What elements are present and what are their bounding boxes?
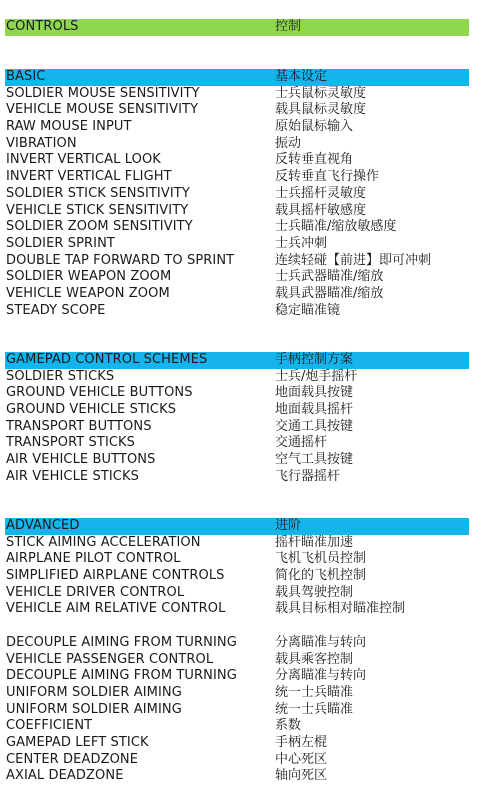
item-en: DOUBLE TAP FORWARD TO SPRINT — [6, 252, 235, 268]
gamepad-header-en: GAMEPAD CONTROL SCHEMES — [6, 352, 208, 367]
item-en: GAMEPAD LEFT STICK — [6, 734, 149, 750]
item-en: UNIFORM SOLDIER AIMING — [6, 701, 182, 717]
list-item — [5, 435, 469, 452]
item-zh: 连续轻碰【前进】即可冲刺 — [275, 252, 432, 268]
basic-list — [5, 86, 469, 320]
item-en: SOLDIER STICKS — [6, 368, 115, 384]
item-en: VEHICLE DRIVER CONTROL — [6, 584, 185, 600]
item-zh: 士兵冲刺 — [275, 235, 328, 251]
item-zh: 地面载具按键 — [275, 385, 354, 401]
item-zh: 士兵鼠标灵敏度 — [275, 85, 367, 101]
list-item — [5, 86, 469, 103]
item-zh: 载具乘客控制 — [275, 651, 354, 667]
item-zh: 统一士兵瞄准 — [275, 701, 354, 717]
item-zh: 中心死区 — [275, 751, 328, 767]
item-zh: 士兵瞄准/缩放敏感度 — [275, 219, 397, 235]
list-item — [5, 385, 469, 402]
item-en: COEFFICIENT — [6, 718, 93, 734]
advanced-header — [5, 518, 469, 535]
item-zh: 载具鼠标灵敏度 — [275, 102, 367, 118]
list-item — [5, 535, 469, 552]
gamepad-header — [5, 352, 469, 369]
item-zh: 振动 — [275, 135, 302, 151]
item-en: SIMPLIFIED AIRPLANE CONTROLS — [6, 568, 225, 584]
item-zh: 系数 — [275, 718, 302, 734]
item-en: TRANSPORT BUTTONS — [6, 418, 152, 434]
item-en: RAW MOUSE INPUT — [6, 119, 132, 135]
list-item — [5, 152, 469, 169]
basic-header-zh: 基本设定 — [275, 69, 328, 84]
item-zh: 简化的飞机控制 — [275, 568, 367, 584]
item-en: STICK AIMING ACCELERATION — [6, 534, 201, 550]
item-zh: 飞行器摇杆 — [275, 468, 341, 484]
item-en: AIRPLANE PILOT CONTROL — [6, 551, 181, 567]
list-item — [5, 652, 469, 669]
list-item — [5, 452, 469, 469]
item-en: SOLDIER ZOOM SENSITIVITY — [6, 219, 193, 235]
item-zh: 分离瞄准与转向 — [275, 634, 367, 650]
advanced-header-en: ADVANCED — [6, 518, 80, 533]
list-item — [5, 169, 469, 186]
advanced-section — [5, 518, 469, 785]
list-item — [5, 551, 469, 568]
list-item — [5, 402, 469, 419]
item-en: AIR VEHICLE BUTTONS — [6, 452, 156, 468]
list-item — [5, 136, 469, 153]
item-zh: 反转垂直飞行操作 — [275, 169, 380, 185]
list-item — [5, 685, 469, 702]
item-zh: 士兵/炮手摇杆 — [275, 368, 358, 384]
item-en: VEHICLE PASSENGER CONTROL — [6, 651, 214, 667]
item-en: INVERT VERTICAL LOOK — [6, 152, 161, 168]
item-en: TRANSPORT STICKS — [6, 435, 136, 451]
list-item — [5, 735, 469, 752]
gamepad-section — [5, 352, 469, 486]
item-en: INVERT VERTICAL FLIGHT — [6, 169, 172, 185]
list-item — [5, 752, 469, 769]
controls-header-zh: 控制 — [275, 19, 302, 34]
item-en: GROUND VEHICLE STICKS — [6, 402, 177, 418]
list-item — [5, 601, 469, 618]
basic-header — [5, 69, 469, 86]
advanced-list — [5, 535, 469, 785]
item-zh: 分离瞄准与转向 — [275, 668, 367, 684]
item-en: VEHICLE AIM RELATIVE CONTROL — [6, 601, 226, 617]
controls-header-en: CONTROLS — [6, 19, 79, 34]
item-en: SOLDIER MOUSE SENSITIVITY — [6, 85, 200, 101]
item-en: DECOUPLE AIMING FROM TURNING — [6, 634, 237, 650]
controls-header — [5, 19, 469, 36]
list-item — [5, 253, 469, 270]
item-zh: 飞机飞机员控制 — [275, 551, 367, 567]
list-spacer — [5, 618, 469, 635]
item-en: STEADY SCOPE — [6, 302, 106, 318]
list-item — [5, 269, 469, 286]
list-item — [5, 102, 469, 119]
list-item — [5, 219, 469, 236]
item-zh: 士兵摇杆灵敏度 — [275, 185, 367, 201]
item-zh: 反转垂直视角 — [275, 152, 354, 168]
item-en: CENTER DEADZONE — [6, 751, 139, 767]
gamepad-header-zh: 手柄控制方案 — [275, 352, 354, 367]
item-zh: 原始鼠标输入 — [275, 119, 354, 135]
list-item — [5, 469, 469, 486]
list-item — [5, 568, 469, 585]
item-zh: 稳定瞄准镜 — [275, 302, 341, 318]
item-zh: 摇杆瞄准加速 — [275, 534, 354, 550]
item-en: AXIAL DEADZONE — [6, 768, 124, 784]
item-en: SOLDIER STICK SENSITIVITY — [6, 185, 190, 201]
list-item — [5, 768, 469, 785]
item-zh: 载具摇杆敏感度 — [275, 202, 367, 218]
list-item — [5, 119, 469, 136]
item-zh: 交通工具按键 — [275, 418, 354, 434]
item-en: UNIFORM SOLDIER AIMING — [6, 684, 182, 700]
item-zh: 交通摇杆 — [275, 435, 328, 451]
item-zh: 载具驾驶控制 — [275, 584, 354, 600]
list-item — [5, 702, 469, 719]
list-item — [5, 236, 469, 253]
advanced-header-zh: 进阶 — [275, 518, 302, 533]
list-item — [5, 303, 469, 320]
item-zh: 统一士兵瞄准 — [275, 684, 354, 700]
item-en: SOLDIER SPRINT — [6, 235, 115, 251]
basic-section — [5, 69, 469, 319]
item-en: VEHICLE WEAPON ZOOM — [6, 285, 170, 301]
item-zh: 轴向死区 — [275, 768, 328, 784]
item-zh: 地面载具摇杆 — [275, 402, 354, 418]
list-item — [5, 585, 469, 602]
controls-section — [5, 19, 469, 36]
list-item — [5, 186, 469, 203]
gamepad-list — [5, 369, 469, 486]
basic-header-en: BASIC — [6, 69, 46, 84]
item-en: VEHICLE STICK SENSITIVITY — [6, 202, 189, 218]
item-en: SOLDIER WEAPON ZOOM — [6, 269, 172, 285]
list-item — [5, 718, 469, 735]
item-zh: 载具武器瞄准/缩放 — [275, 285, 384, 301]
list-item — [5, 286, 469, 303]
item-en: VEHICLE MOUSE SENSITIVITY — [6, 102, 199, 118]
list-item — [5, 369, 469, 386]
item-en: AIR VEHICLE STICKS — [6, 468, 139, 484]
item-zh: 手柄左棍 — [275, 734, 328, 750]
item-en: VIBRATION — [6, 135, 77, 151]
item-en: DECOUPLE AIMING FROM TURNING — [6, 668, 237, 684]
item-zh: 空气工具按键 — [275, 452, 354, 468]
item-zh: 士兵武器瞄准/缩放 — [275, 269, 384, 285]
list-item — [5, 635, 469, 652]
item-zh: 载具目标相对瞄准控制 — [275, 601, 406, 617]
list-item — [5, 203, 469, 220]
list-item — [5, 419, 469, 436]
item-en: GROUND VEHICLE BUTTONS — [6, 385, 193, 401]
list-item — [5, 668, 469, 685]
